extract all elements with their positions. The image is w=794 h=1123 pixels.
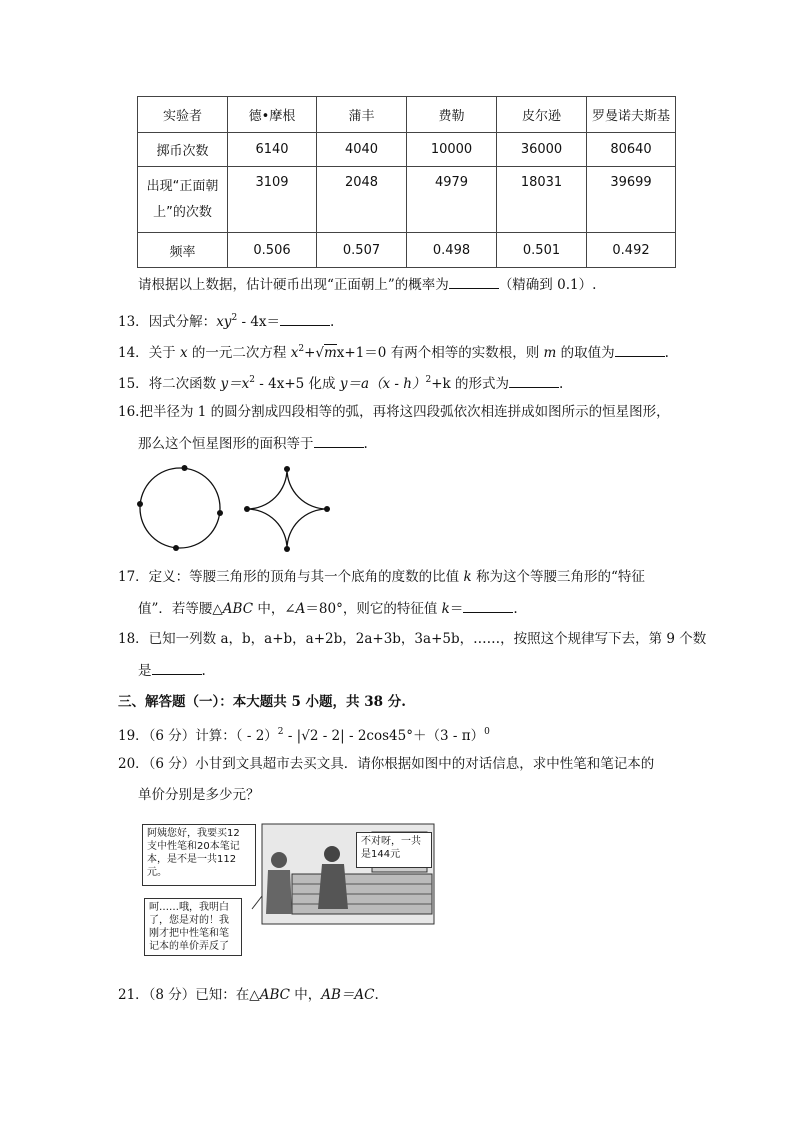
question-12-tail [138, 275, 596, 294]
question-17-line1 [118, 568, 645, 586]
question-text: 21．（8 分）已知：在△ [118, 987, 260, 1003]
division-point [173, 545, 179, 551]
table-cell: 0.498 [407, 233, 497, 268]
table-header-cell: 蒲丰 [317, 97, 407, 133]
question-text: 那么这个恒星图形的面积等于 [138, 436, 314, 452]
table-header-cell: 罗曼诺夫斯基 [587, 97, 676, 133]
star-vertex [324, 506, 330, 512]
speech-bubble-customer: 阿姨您好，我要买12 支中性笔和20本笔记 本，是不是一共112 元。 [142, 824, 256, 886]
question-text: 中，∠ [253, 601, 296, 617]
question-end: . [664, 345, 669, 361]
question-text: 将二次函数 [148, 376, 221, 392]
table-cell: 0.492 [587, 233, 676, 268]
star-vertex [244, 506, 250, 512]
experiment-table [137, 96, 676, 268]
math-var: k [463, 569, 472, 585]
table-cell: 36000 [497, 133, 587, 167]
table-cell: 18031 [497, 167, 587, 233]
math-expr: +√ [304, 345, 324, 361]
question-text: 17．定义：等腰三角形的顶角与其一个底角的度数的比值 [118, 569, 464, 585]
star-vertex [284, 546, 290, 552]
division-point [182, 465, 188, 471]
question-20-line1: 20．（6 分）小甘到文具超市去买文具．请你根据如图中的对话信息，求中性笔和笔记本的 [118, 756, 655, 772]
table-cell: 3109 [228, 167, 317, 233]
figure-circle [140, 468, 220, 548]
speech-bubble-customer-reply: 呵……哦，我明白 了，您是对的！我 刚才把中性笔和笔 记本的单价弄反了 [144, 898, 242, 956]
question-20-line2: 单价分别是多少元？ [138, 787, 260, 803]
question-18-line2 [138, 661, 206, 680]
math-expr: AB＝AC [321, 987, 375, 1003]
answer-blank [463, 599, 513, 613]
math-var: m [323, 345, 337, 361]
question-number: 13． [118, 314, 149, 330]
table-cell: 6140 [228, 133, 317, 167]
question-16-line2 [138, 434, 368, 453]
star-vertex [284, 466, 290, 472]
question-number: 14． [118, 345, 149, 361]
question-13 [118, 309, 334, 331]
answer-blank [615, 343, 665, 357]
answer-blank [509, 374, 559, 388]
math-expr: y＝x [220, 376, 250, 392]
row-label-line: 出现“正面朝 [146, 178, 219, 194]
question-text: ＝80°，则它的特征值 [305, 601, 442, 617]
question-15 [118, 371, 563, 393]
circle-and-star-figure [130, 460, 330, 560]
table-row [138, 133, 676, 167]
table-cell: 10000 [407, 133, 497, 167]
table-header-cell: 德•摩根 [228, 97, 317, 133]
question-end: . [374, 987, 379, 1003]
math-var: ABC [259, 987, 290, 1003]
question-text: ＝ [449, 601, 464, 617]
question-number: 15． [118, 376, 149, 392]
answer-blank [314, 434, 364, 448]
question-text: 因式分解： [148, 314, 217, 330]
question-end: . [201, 663, 206, 679]
table-cell: 39699 [587, 167, 676, 233]
speech-bubble-clerk: 不对呀，一共 是144元 [356, 832, 432, 868]
table-cell: 4040 [317, 133, 407, 167]
dialogue-illustration [142, 814, 436, 952]
question-text: x+1＝0 有两个相等的实数根，则 [336, 345, 544, 361]
question-14 [118, 340, 669, 362]
table-cell: 0.507 [317, 233, 407, 268]
question-text: 称为这个等腰三角形的“特征 [471, 569, 645, 585]
question-17-line2 [138, 599, 518, 618]
table-header-cell: 费勒 [407, 97, 497, 133]
question-end: . [558, 376, 564, 392]
table-cell: 4979 [407, 167, 497, 233]
star-figure [247, 469, 327, 549]
row-label-line: 上”的次数 [153, 204, 212, 220]
math-expr: - 4x+5 化成 [254, 376, 340, 392]
math-var: A [295, 601, 306, 617]
table-cell: 0.506 [228, 233, 317, 268]
math-var: x [290, 345, 299, 361]
table-cell: 2048 [317, 167, 407, 233]
row-label [138, 167, 228, 233]
answer-blank [280, 312, 330, 326]
math-var: k [441, 601, 450, 617]
question-text: 中， [289, 987, 322, 1003]
section-3-heading: 三、解答题（一）：本大题共 5 小题，共 38 分. [118, 694, 406, 710]
math-var: m [543, 345, 557, 361]
question-text: 的取值为 [556, 345, 615, 361]
question-end: . [513, 601, 518, 617]
exponent: 2 [425, 375, 432, 385]
table-row [138, 233, 676, 268]
exponent: 2 [249, 375, 255, 385]
question-text: 值”．若等腰△ [138, 601, 223, 617]
question-end: . [330, 314, 335, 330]
math-expr: - |√2 - 2| - 2cos45°＋（3 - π） [283, 728, 485, 744]
math-expr: - 4x＝ [237, 314, 281, 330]
exponent: 2 [298, 344, 305, 354]
question-end: . [363, 436, 368, 452]
answer-blank [152, 661, 202, 675]
question-text: 关于 [148, 345, 180, 361]
division-point [217, 510, 223, 516]
question-19 [118, 723, 490, 745]
question-text: +k 的形式为 [431, 376, 509, 392]
question-text: 19．（6 分）计算：（ - 2） [118, 728, 278, 744]
division-point [137, 501, 143, 507]
math-expr: y＝a（x - h） [339, 376, 426, 392]
exponent: 2 [231, 313, 238, 323]
table-row [138, 167, 676, 233]
question-text: 是 [138, 663, 152, 679]
question-21 [118, 986, 379, 1004]
table-header-cell: 实验者 [138, 97, 228, 133]
math-expr: xy [216, 314, 232, 330]
table-cell: 0.501 [497, 233, 587, 268]
question-16-line1: 16.把半径为 1 的圆分割成四段相等的弧，再将这四段弧依次相连拼成如图所示的恒星图形， [118, 404, 670, 420]
row-label: 频率 [138, 233, 228, 268]
question-text: 的一元二次方程 [187, 345, 291, 361]
math-var: ABC [222, 601, 254, 617]
row-label: 掷币次数 [138, 133, 228, 167]
answer-blank [449, 275, 499, 289]
exponent: 0 [484, 727, 490, 737]
table-header-cell: 皮尔逊 [497, 97, 587, 133]
table-cell: 80640 [587, 133, 676, 167]
question-18-line1: 18．已知一列数 a，b，a+b，a+2b，2a+3b，3a+5b，……，按照这个规律写下去，第 9 个数 [118, 631, 707, 647]
question-text: （精确到 0.1）. [498, 277, 597, 293]
math-var: x [179, 345, 188, 361]
exponent: 2 [277, 727, 284, 737]
question-text: 请根据以上数据，估计硬币出现“正面朝上”的概率为 [138, 277, 449, 293]
